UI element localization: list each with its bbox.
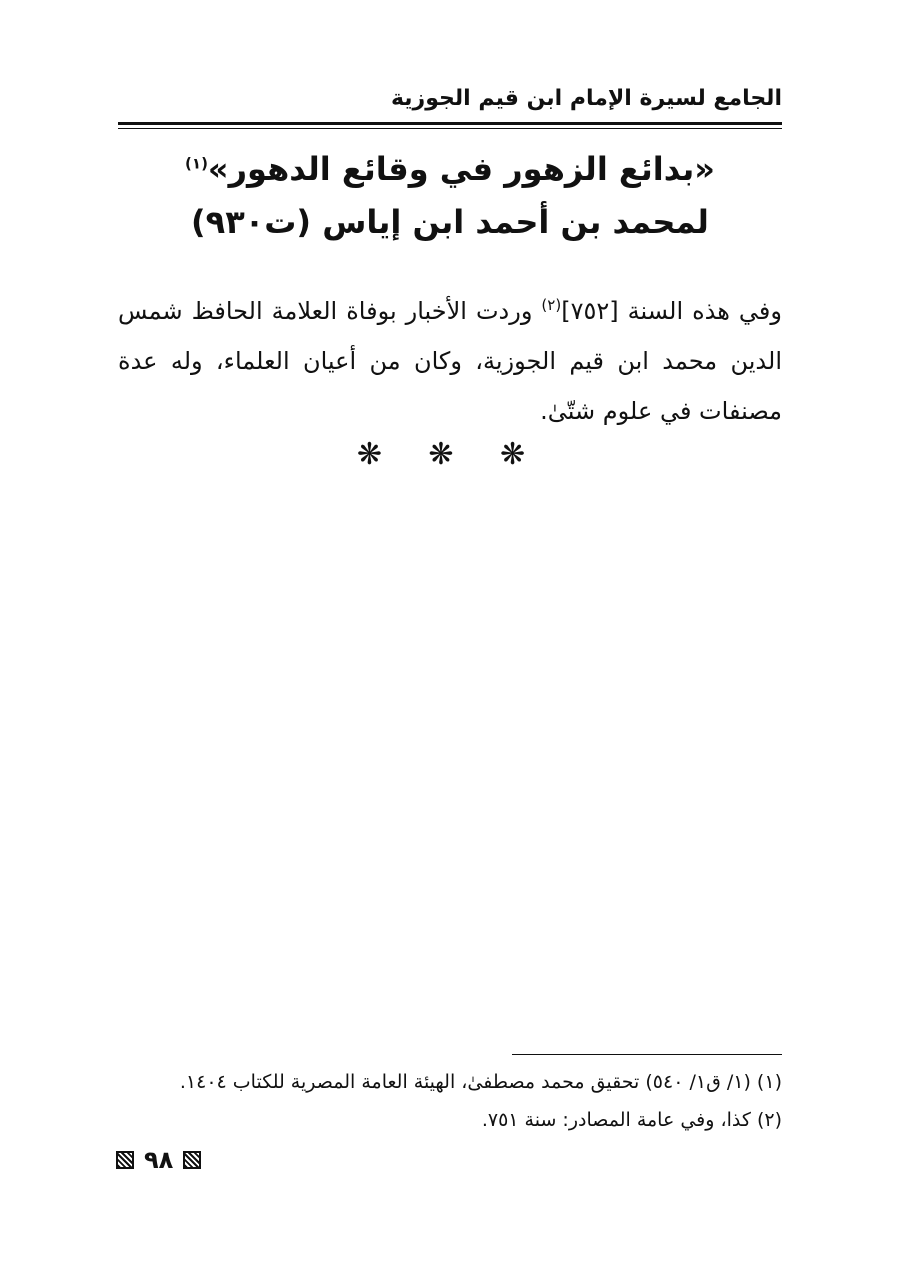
section-title: [118, 150, 782, 188]
page-number: ٩٨: [144, 1146, 174, 1174]
page-number-block: [116, 1146, 201, 1174]
footnote-1: (١) (١/ ق١/ ٥٤٠) تحقيق محمد مصطفىٰ، الهيئة العامة المصرية للكتاب ١٤٠٤.: [179, 1071, 782, 1093]
body-paragraph: [118, 286, 782, 436]
section-title-text: «بدائع الزهور في وقائع الدهور»: [207, 150, 715, 188]
footnote-ref-2[interactable]: (٢): [541, 296, 562, 314]
footnote-rule: [512, 1054, 782, 1055]
body-text-part-a: وفي هذه السنة [٧٥٢]: [561, 297, 782, 325]
section-author: لمحمد بن أحمد ابن إياس (ت٩٣٠): [191, 203, 709, 241]
running-header: الجامع لسيرة الإمام ابن قيم الجوزية: [390, 86, 782, 111]
ornament-icon: [116, 1151, 134, 1169]
ornament-icon: [183, 1151, 201, 1169]
header-rule-thick: [118, 122, 782, 125]
body-text-part-b: وردت الأخبار بوفاة العلامة الحافظ شمس الدين محمد ابن قيم الجوزية، وكان من أعيان العلماء، وله عدة مصنفات في علوم شتّىٰ.: [118, 297, 782, 425]
footnote-2: (٢) كذا، وفي عامة المصادر: سنة ٧٥١.: [481, 1109, 782, 1131]
section-separator: ❋ ❋ ❋: [356, 437, 544, 472]
header-rule-thin: [118, 128, 782, 129]
footnote-ref-1[interactable]: (١): [185, 154, 208, 173]
